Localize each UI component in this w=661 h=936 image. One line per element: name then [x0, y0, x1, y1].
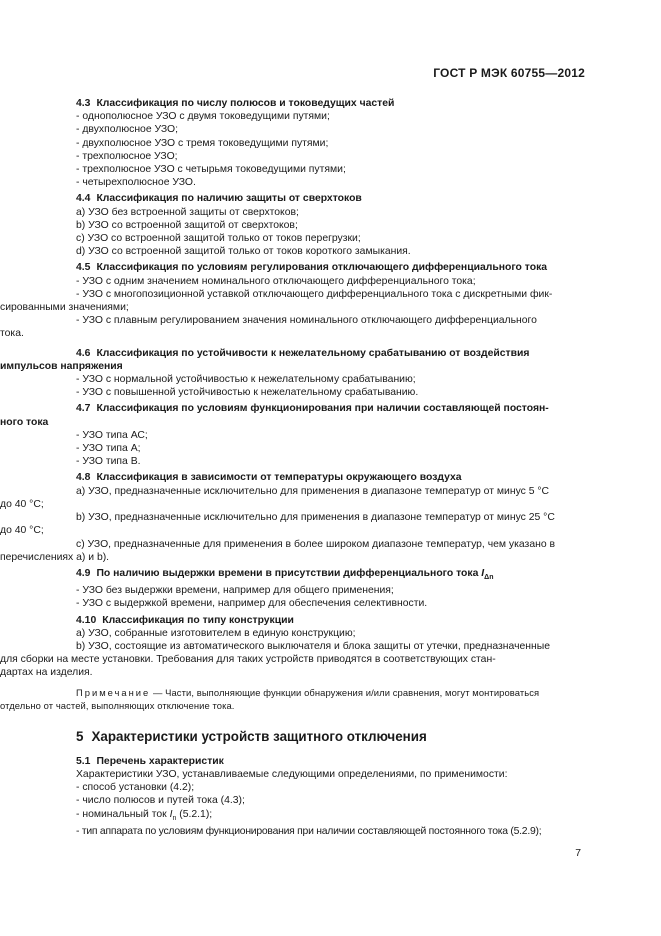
section-title-continuation: импульсов напряжения	[0, 360, 123, 372]
list-item: - УЗО с плавным регулированием значения номинального отключающего дифференциального	[76, 315, 537, 327]
section-title: Классификация по наличию защиты от сверхтоков	[96, 193, 362, 205]
standard-header: ГОСТ Р МЭК 60755—2012	[433, 66, 585, 80]
section-5-1-heading	[76, 755, 585, 768]
list-item: - УЗО типа А;	[76, 443, 141, 455]
list-item-continuation: до 40 °С;	[0, 498, 44, 510]
list-item: - УЗО без выдержки времени, например для общего применения;	[76, 585, 394, 597]
section-title: Классификация в зависимости от температуры окружающего воздуха	[96, 472, 462, 484]
list-item: а) УЗО без встроенной защиты от сверхтоков;	[76, 206, 299, 218]
section-number: 4.6	[76, 347, 91, 359]
list-item: b) УЗО, состоящие из автоматического выключателя и блока защиты от утечки, предназначенные	[76, 641, 550, 652]
list-item: - двухполюсное УЗО;	[76, 124, 179, 136]
list-item	[76, 808, 585, 825]
note	[76, 686, 585, 699]
list-item: - УЗО с многопозиционной уставкой отключающего дифференциального тока с дискретными фик-	[76, 288, 553, 300]
list-item-continuation: до 40 °С;	[0, 525, 44, 537]
page-content	[0, 94, 585, 838]
section-number: 4.4	[76, 193, 91, 205]
list-item: - способ установки (4.2);	[76, 782, 195, 794]
list-item: - УЗО типа В.	[76, 456, 141, 468]
current-symbol: I	[169, 808, 173, 820]
list-item: - трехполюсное УЗО;	[76, 150, 178, 162]
list-item-continuation: дартах на изделия.	[0, 667, 93, 679]
list-item: c) УЗО со встроенной защитой только от токов перегрузки;	[76, 233, 361, 245]
list-item: d) УЗО со встроенной защитой только от токов короткого замыкания.	[76, 246, 411, 258]
section-4-5-heading	[76, 261, 585, 274]
list-item: c) УЗО, предназначенные для применения в более широком диапазоне температур, чем указано в	[76, 538, 556, 550]
section-number: 4.9	[76, 567, 91, 579]
section-title-continuation: ного тока	[0, 416, 49, 428]
note-text: — Части, выполняющие функции обнаружения и/или сравнения, могут монтироваться	[150, 686, 540, 698]
section-number: 5.1	[76, 755, 91, 767]
list-item-continuation: тока.	[0, 328, 24, 340]
list-item: b) УЗО, предназначенные исключительно для применения в диапазоне температур от минус 25 °С	[76, 512, 555, 524]
section-5-heading	[76, 730, 585, 743]
section-4-8-heading	[76, 471, 585, 484]
list-item: - УЗО типа АС;	[76, 429, 148, 441]
list-item-continuation: перечислениях а) и b).	[0, 551, 110, 563]
note-label: Примечание	[76, 686, 151, 698]
section-4-3-heading	[76, 97, 585, 110]
list-item: - УЗО с одним значением номинального отключающего дифференциального тока;	[76, 275, 476, 287]
section-number: 4.5	[76, 262, 91, 274]
list-item: - число полюсов и путей тока (4.3);	[76, 795, 245, 807]
section-4-6-heading	[76, 347, 585, 360]
section-number: 4.10	[76, 614, 97, 626]
section-title: Классификация по устойчивости к нежелательному срабатыванию от воздействия	[96, 347, 530, 359]
section-number: 4.3	[76, 98, 91, 109]
section-4-10-heading	[76, 614, 585, 627]
list-item-continuation: для сборки на месте установки. Требования для таких устройств приводятся в соответствующих стан-	[0, 654, 496, 666]
section-title: Перечень характеристик	[96, 755, 224, 767]
section-number: 4.7	[76, 403, 91, 415]
list-item: - трехполюсное УЗО с четырьмя токоведущими путями;	[76, 164, 346, 176]
section-number: 5	[76, 728, 84, 744]
list-item: - УЗО с нормальной устойчивостью к нежелательному срабатыванию;	[76, 374, 416, 386]
current-symbol: I	[481, 567, 485, 579]
note-continuation: отдельно от частей, выполняющих отключение тока.	[0, 699, 235, 711]
list-item: а) УЗО, предназначенные исключительно для применения в диапазоне температур от минус 5 °С	[76, 485, 550, 497]
list-item-text: - номинальный ток	[76, 808, 170, 820]
section-4-4-heading	[76, 192, 585, 205]
page-number: 7	[575, 848, 581, 859]
section-title: Классификация по числу полюсов и токоведущих частей	[96, 98, 395, 109]
list-item: - однополюсное УЗО с двумя токоведущими путями;	[76, 111, 330, 123]
list-item: - тип аппарата по условиям функционирования при наличии составляющей постоянного тока (5.2.9);	[76, 825, 542, 837]
list-item: - УЗО с выдержкой времени, например для обеспечения селективности.	[76, 598, 428, 610]
list-item: b) УЗО со встроенной защитой от сверхтоков;	[76, 219, 298, 231]
section-number: 4.8	[76, 472, 91, 484]
section-title: Классификация по типу конструкции	[102, 614, 294, 626]
section-title: Характеристики устройств защитного отключения	[91, 728, 427, 744]
current-subscript: Δn	[484, 573, 494, 581]
current-subscript: n	[172, 814, 177, 822]
list-item-continuation: сированными значениями;	[0, 302, 129, 314]
section-4-9-heading	[76, 567, 585, 584]
section-title: По наличию выдержки времени в присутствии дифференциального тока	[96, 567, 482, 579]
paragraph: Характеристики УЗО, устанавливаемые следующими определениями, по применимости:	[76, 769, 508, 781]
list-item: а) УЗО, собранные изготовителем в единую конструкцию;	[76, 627, 356, 639]
section-title: Классификация по условиям функционирования при наличии составляющей постоян-	[96, 403, 549, 415]
list-item: - двухполюсное УЗО с тремя токоведущими путями;	[76, 137, 329, 149]
section-4-7-heading	[76, 402, 585, 415]
list-item-text: (5.2.1);	[176, 808, 213, 820]
section-title: Классификация по условиям регулирования отключающего дифференциального тока	[96, 262, 548, 274]
list-item: - четырехполюсное УЗО.	[76, 177, 196, 189]
list-item: - УЗО с повышенной устойчивостью к нежелательному срабатыванию.	[76, 387, 419, 399]
